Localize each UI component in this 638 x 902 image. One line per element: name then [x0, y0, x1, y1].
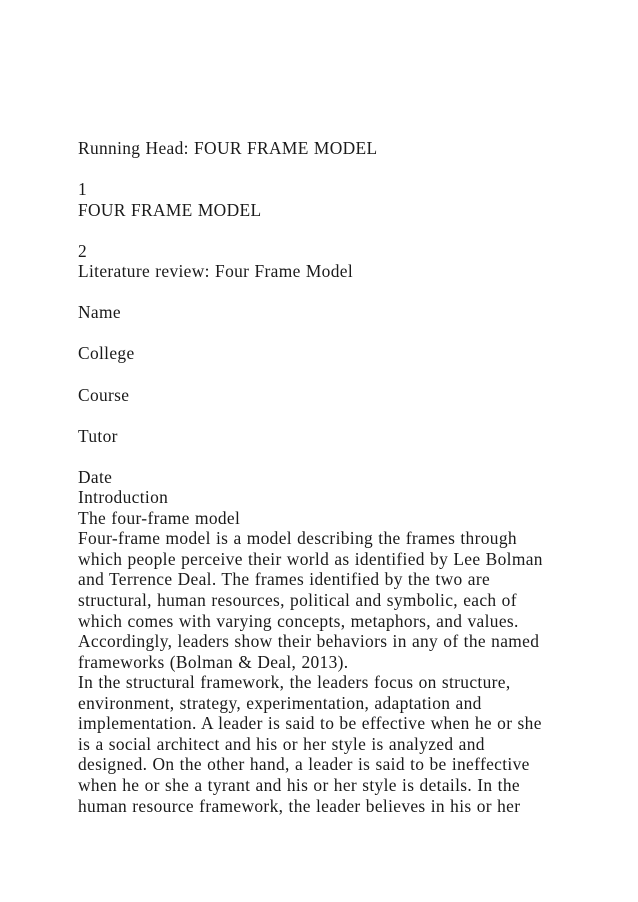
tutor-label: Tutor: [78, 425, 118, 446]
paragraph-line: designed. On the other hand, a leader is said to be ineffective: [78, 754, 530, 775]
page-number: 2: [78, 240, 88, 261]
paragraph-line: human resource framework, the leader believes in his or her: [78, 795, 521, 816]
spacer: [78, 282, 578, 303]
spacer: [78, 323, 578, 344]
running-head: Running Head: FOUR FRAME MODEL: [78, 138, 378, 158]
spacer: [78, 220, 578, 241]
date-label: Date: [78, 466, 113, 487]
header-title: FOUR FRAME MODEL: [78, 199, 262, 220]
spacer: [78, 405, 578, 426]
heading-four-frame-model: The four-frame model: [78, 507, 241, 528]
page-number: 1: [78, 179, 88, 200]
college-label: College: [78, 343, 135, 364]
paragraph-line: is a social architect and his or her style is analyzed and: [78, 733, 485, 754]
paragraph-line: In the structural framework, the leaders focus on structure,: [78, 672, 511, 693]
paper-title: Literature review: Four Frame Model: [78, 261, 354, 282]
paragraph-line: which people perceive their world as identified by Lee Bolman: [78, 548, 543, 569]
paragraph-line: implementation. A leader is said to be effective when he or she: [78, 713, 542, 734]
paragraph-line: which comes with varying concepts, metaphors, and values.: [78, 610, 519, 631]
paragraph-1: [78, 528, 578, 672]
spacer: [78, 159, 578, 180]
name-label: Name: [78, 302, 121, 323]
paragraph-line: when he or she a tyrant and his or her style is details. In the: [78, 774, 520, 795]
paragraph-2: [78, 672, 578, 816]
spacer: [78, 364, 578, 385]
paragraph-line: structural, human resources, political and symbolic, each of: [78, 590, 517, 611]
spacer: [78, 446, 578, 467]
paragraph-line: Four-frame model is a model describing the frames through: [78, 528, 517, 549]
paragraph-line: Accordingly, leaders show their behaviors in any of the named: [78, 631, 540, 652]
paragraph-line: frameworks (Bolman & Deal, 2013).: [78, 651, 349, 672]
paragraph-line: and Terrence Deal. The frames identified by the two are: [78, 569, 491, 590]
document-body: [78, 138, 578, 816]
course-label: Course: [78, 384, 130, 405]
heading-introduction: Introduction: [78, 487, 169, 508]
paragraph-line: environment, strategy, experimentation, adaptation and: [78, 692, 482, 713]
